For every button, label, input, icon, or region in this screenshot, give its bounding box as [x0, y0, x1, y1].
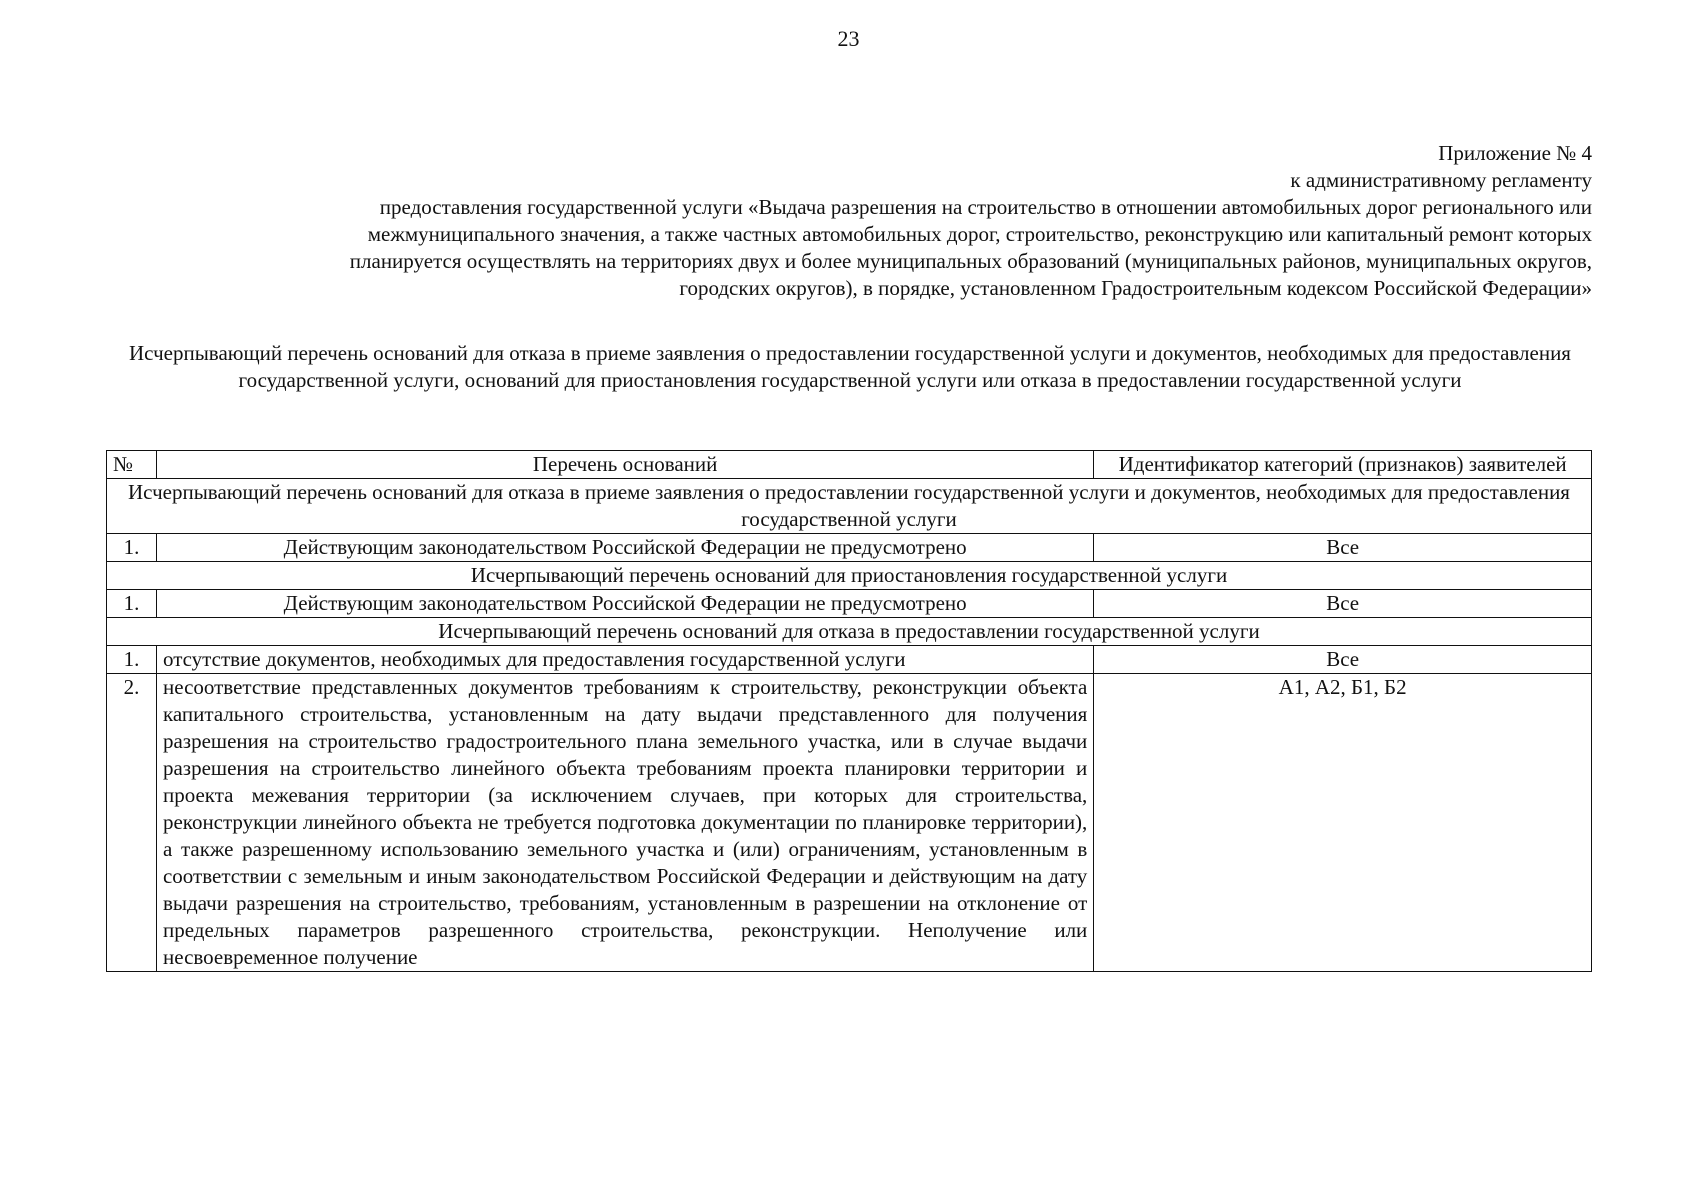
- row-number: 1.: [107, 534, 157, 562]
- section-heading-row: [107, 479, 1592, 534]
- row-number: 1.: [107, 646, 157, 674]
- row-identifier: Все: [1094, 646, 1592, 674]
- appendix-line: Приложение № 4: [1438, 141, 1592, 165]
- row-ground: отсутствие документов, необходимых для предоставления государственной услуги: [156, 646, 1093, 674]
- appendix-line: межмуниципального значения, а также частных автомобильных дорог, строительство, реконструкцию или капитальный ремонт которых: [367, 222, 1592, 246]
- table-row: [107, 674, 1592, 972]
- row-number: 2.: [107, 674, 157, 972]
- appendix-header: [120, 140, 1592, 302]
- row-identifier: Все: [1094, 534, 1592, 562]
- header-grounds: Перечень оснований: [156, 451, 1093, 479]
- row-ground: Действующим законодательством Российской Федерации не предусмотрено: [156, 590, 1093, 618]
- appendix-line: планируется осуществлять на территориях двух и более муниципальных образований (муниципальных районов, муниципальных округов,: [349, 249, 1592, 273]
- table-header-row: [107, 451, 1592, 479]
- row-ground: несоответствие представленных документов требованиям к строительству, реконструкции объекта капитального строительства, установленным на дату выдачи представленного для получения разрешения на строительство градостроительного плана земельного участка, или в случае выдачи разрешения на строительство линейного объекта требованиям проекта планировки территории и проекта межевания территории (за исключением случаев, при которых для строительства, реконструкции линейного объекта не требуется подготовка документации по планировке территории), а также разрешенному использованию земельного участка и (или) ограничениям, установленным в соответствии с земельным и иным законодательством Российской Федерации и действующим на дату выдачи разрешения на строительство, требованиям, установленным в разрешении на отклонение от предельных параметров разрешенного строительства, реконструкции. Неполучение или несвоевременное получение: [156, 674, 1093, 972]
- document-title: Исчерпывающий перечень оснований для отказа в приеме заявления о предоставлении государственной услуги и документов, необходимых для предоставления государственной услуги, оснований для приостановления государственной услуги или отказа в предоставлении государственной услуги: [129, 341, 1571, 392]
- header-identifier: Идентификатор категорий (признаков) заявителей: [1094, 451, 1592, 479]
- header-num: №: [107, 451, 157, 479]
- page-number: 23: [837, 26, 860, 51]
- section-heading: Исчерпывающий перечень оснований для отказа в приеме заявления о предоставлении государственной услуги и документов, необходимых для предоставления государственной услуги: [107, 479, 1592, 534]
- row-number: 1.: [107, 590, 157, 618]
- grounds-table: [106, 450, 1592, 972]
- table-row: [107, 590, 1592, 618]
- appendix-line: к административному регламенту: [1290, 168, 1592, 192]
- row-identifier: А1, А2, Б1, Б2: [1094, 674, 1592, 972]
- section-heading: Исчерпывающий перечень оснований для приостановления государственной услуги: [107, 562, 1592, 590]
- table-row: [107, 646, 1592, 674]
- appendix-line: городских округов), в порядке, установленном Градостроительным кодексом Российской Федерации»: [679, 276, 1592, 300]
- table-row: [107, 534, 1592, 562]
- section-heading: Исчерпывающий перечень оснований для отказа в предоставлении государственной услуги: [107, 618, 1592, 646]
- row-identifier: Все: [1094, 590, 1592, 618]
- section-heading-row: [107, 562, 1592, 590]
- section-heading-row: [107, 618, 1592, 646]
- appendix-line: предоставления государственной услуги «Выдача разрешения на строительство в отношении автомобильных дорог регионального или: [379, 195, 1592, 219]
- row-ground: Действующим законодательством Российской Федерации не предусмотрено: [156, 534, 1093, 562]
